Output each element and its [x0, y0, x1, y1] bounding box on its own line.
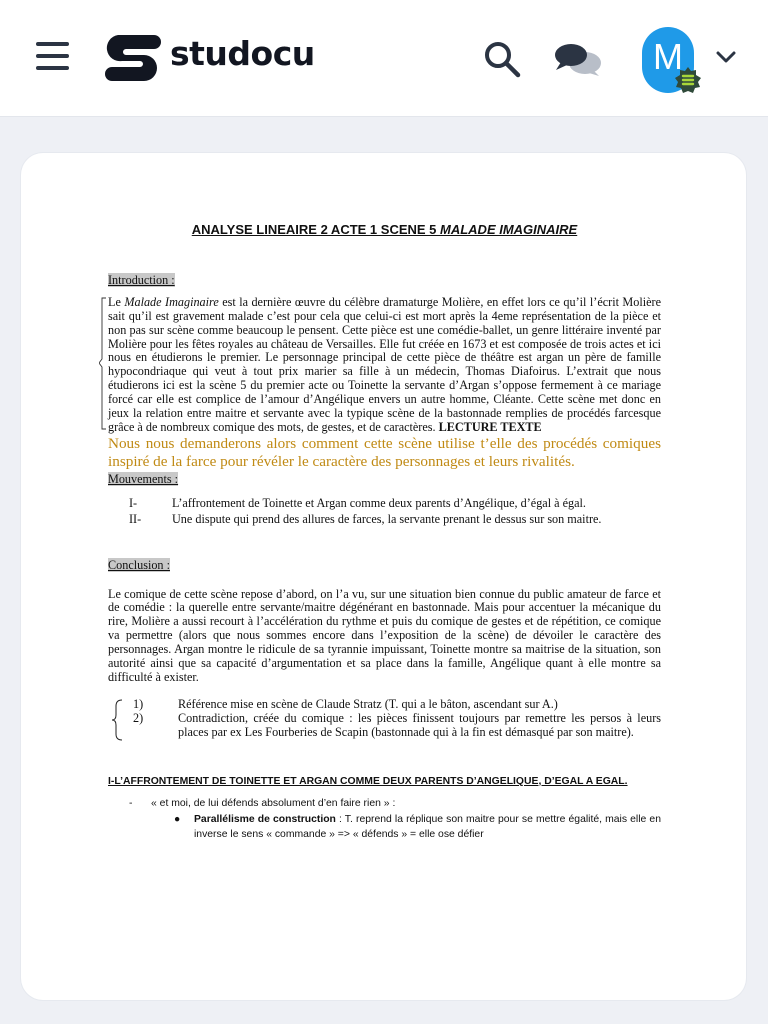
bullet-icon: ●: [174, 814, 181, 826]
chat-icon[interactable]: [553, 42, 603, 78]
chevron-down-icon[interactable]: [716, 51, 736, 63]
introduction-block: [108, 296, 661, 435]
studocu-logo[interactable]: [104, 33, 315, 83]
margin-bracket-icon: [99, 297, 108, 430]
badge-icon: [674, 66, 702, 94]
document-page: [21, 153, 746, 1000]
mouvements-heading: Mouvements :: [108, 471, 179, 486]
document-content: [108, 223, 661, 842]
studocu-logo-mark-icon: [104, 33, 162, 83]
avatar-initial: M: [653, 36, 683, 77]
brand-name: studocu: [170, 34, 315, 73]
references-list: [108, 698, 661, 740]
hamburger-menu-icon[interactable]: [36, 42, 70, 72]
top-bar: [0, 0, 768, 117]
quote-item: - « et moi, de lui défends absolument d’en faire rien » :: [129, 798, 396, 810]
list-item: 1) Référence mise en scène de Claude Stratz (T. qui a le bâton, ascendant sur A.): [133, 696, 558, 711]
curly-brace-icon: [111, 699, 123, 741]
section-heading: I-L’AFFRONTEMENT DE TOINETTE ET ARGAN COMME DEUX PARENTS D’ANGELIQUE, D’EGAL A EGAL.: [108, 775, 628, 787]
list-item: I- L’affrontement de Toinette et Argan comme deux parents d’Angélique, d’égal à égal.: [129, 495, 586, 510]
bullet-item: ● Parallélisme de construction : T. reprend la réplique son maitre pour se mettre égalité, mais elle en inverse le sens « commande » => « défends » = elle ose défier: [174, 814, 661, 841]
document-title: ANALYSE LINEAIRE 2 ACTE 1 SCENE 5 MALADE IMAGINAIRE: [191, 222, 578, 237]
user-avatar[interactable]: [642, 27, 694, 93]
conclusion-paragraph: Le comique de cette scène repose d’abord, on l’a vu, sur une situation bien connue du public amateur de farce et de comédie : la querelle entre servante/maitre dégénérant en bastonnade. Mais pour accentuer la mécanique du rire, Molière a aussi recourt à l’accélération du rythme et puis du comique de gestes et de répétition, ce comique va permettre (alors que nous sommes encore dans l’exposition de la scène) de dévoiler le caractère des personnages. Argan montre le ridicule de sa tyrannie impuissant, Toinette montre sa maitrise de la situation, son autorité ainsi que sa capacité d’argumentation et sa place dans la famille, Angélique quant à elle montre sa difficulté à exister.: [108, 586, 661, 684]
introduction-heading: Introduction :: [108, 272, 175, 287]
search-icon[interactable]: [483, 40, 521, 78]
conclusion-heading: Conclusion :: [108, 557, 170, 572]
problematique: Nous nous demanderons alors comment cette scène utilise t’elle des procédés comiques inspiré de la farce pour révéler le caractère des personnages et leurs rivalités.: [108, 434, 661, 471]
list-item: 2) Contradiction, créée du comique : les pièces finissent toujours par remettre les persos à leurs places par ex Les Fourberies de Scapin (bastonnade qui à la fin est démasqué par son maitre).: [133, 710, 661, 739]
introduction-paragraph: Le Malade Imaginaire est la dernière œuvre du célèbre dramaturge Molière, en effet lors ce qu’il l’écrit Molière sait qu’il est gravement malade c’est pour cela que celui-ci est mort après la 4eme représentation de la pièce et non pas sur scène comme beaucoup le pensent. Cette pièce est une comédie-ballet, un genre littéraire inventé par Molière pour les fêtes royales au château de Versailles. Elle fut créée en 1673 et est composée de trois actes et ici nous en étudierons le premier. Le personnage principal de cette pièce de théâtre est argan un père de famille hypocondriaque qui veut à tout prix marier sa fille à un médecin, Thomas Diafoirus. L’extrait que nous étudierons ici est la scène 5 du premier acte ou Toinette la servante d’Argan s’oppose fermement à ce mariage forcé car elle est complice de l’amour d’Angélique envers un autre homme, Cléante. Cette scène met donc en jeux la relation entre maitre et servante avec la typique scène de la bastonnade remplies de procédés farcesque grâce à de nombreux comique des mots, de gestes, et de caractères. LECTURE TEXTE: [108, 294, 662, 434]
list-item: II- Une dispute qui prend des allures de farces, la servante prenant le dessus sur son maitre.: [129, 511, 602, 526]
